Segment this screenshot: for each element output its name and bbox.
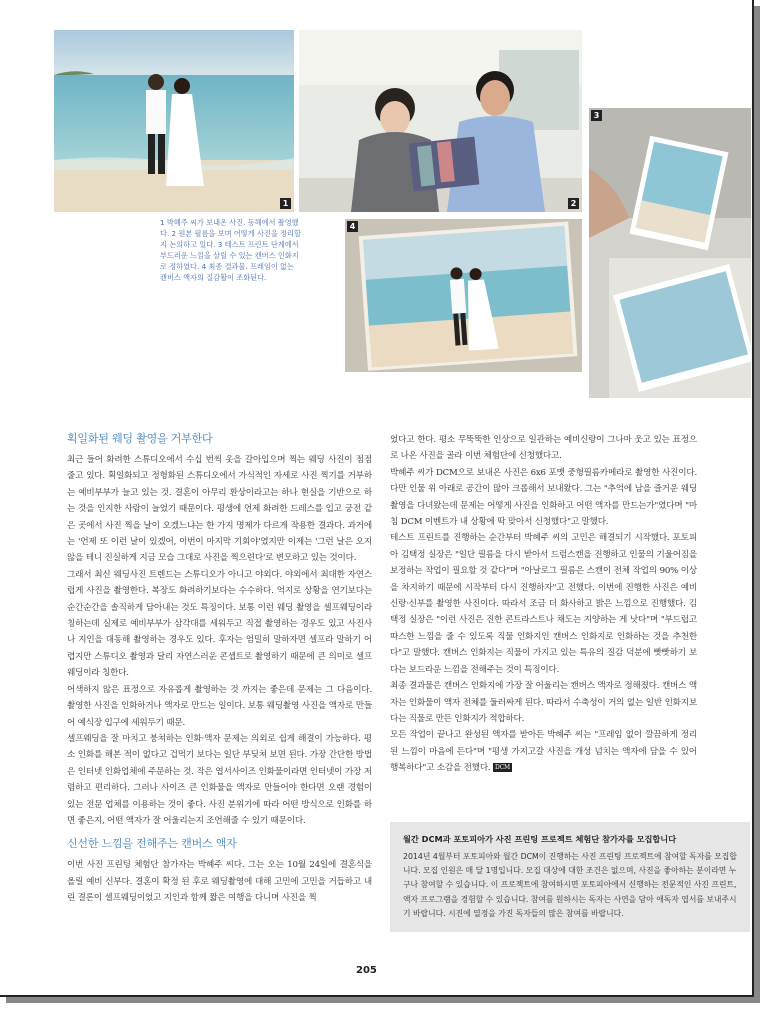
body-paragraph: 최근 들어 화려한 스튜디오에서 수십 번씩 옷을 갈아입으며 찍는 웨딩 사진이 점점 줄고 있다. 획일화되고 정형화된 스튜디오에서 가식적인 자세로 사진 찍기를 거부하는 예비부부가 늘고 있는 것. 결혼이 아무리 환상이라고는 하나 현실을 기반으로 하는 것을 인지한 사람이 늘었기 때문이다. 평생에 언제 화려한 드레스를 입고 궁전 같은 곳에서 사진 찍을 날이 오겠느냐는 한 가지 명제가 다르게 작용한 결과다. 과거에는 '언제 또 이런 날이 있겠어, 이번이 마지막 기회야'였지만 이제는 '그런 날은 오지 않을 테니 진실하게 지금 모습 그대로 사진을 찍으련다'로 변모하고 있는 것이다.	[67, 455, 372, 564]
consultation-image	[299, 30, 582, 212]
body-paragraph: 박혜주 씨가 DCM으로 보내온 사진은 6x6 포맷 중형필름카메라로 촬영한 사진이다. 다만 인물 위 아래로 공간이 많아 크롭해서 보내왔다. 그는 "추억에 남을 즐거운 웨딩촬영을 다녀왔는데 문제는 어떻게 사진을 인화하고 어떤 액자를 만드는가"였다며 "마침 DCM 이벤트가 내 상황에 딱 맞아서 신청했다"고 말했다.	[390, 467, 697, 528]
photo-4-canvas-final	[345, 219, 582, 372]
infobox-body: 2014년 4월부터 포토피아와 월간 DCM이 진행하는 사진 프린팅 프로젝트에 참여할 독자를 모집합니다. 모집 인원은 매 달 1명입니다. 모집 대상에 대한 조건은 없으며, 사진을 좋아하는 분이라면 누구나 참여할 수 있습니다. 이 프로젝트에 참여하시면 포토피아에서 신행하는 전문적인 사진 프린트, 액자 프로그램을 경험할 수 있습니다. 참여를 원하시는 독자는 사연을 담아 애독자 엽서를 보내주시기 바랍니다. 시진에 열정을 가진 독자들의 많은 참여를 바랍니다.	[403, 852, 737, 918]
left-column	[67, 432, 372, 907]
photo-1-beach-couple	[54, 30, 294, 212]
body-paragraph: 테스트 프린트를 진행하는 순간부터 박혜주 씨의 고민은 해결되기 시작했다. 포토피아 김택정 실장은 "일단 필름을 다시 받아서 드럼스캔을 진행하고 인물의 기울어짐을 보정하는 작업이 필요할 것 같다"며 "아날로그 필름은 스캔이 전체 작업의 90% 이상을 차지하기 때문에 시작부터 다시 진행하자"고 전했다. 이번에 진행한 사진은 예비 신랑·신부를 촬영한 사진이다. 따라서 조금 더 화사하고 밝은 느낌으로 진행했다. 김택정 실장은 "이런 사진은 진한 콘트라스트나 채도는 지양하는 게 낫다"며 "부드럽고 따스한 느낌을 줄 수 있도록 직물 인화지인 캔버스 인화지로 인화하는 것을 추천한다"고 말했다. 캔버스 인화지는 직물이 가지고 있는 특유의 질감 덕분에 빳빳하기 보다는 보드라운 느낌을 전해주는 것이 특징이다.	[390, 533, 697, 675]
photo-number: 2	[568, 198, 579, 209]
body-paragraph: 어색하지 않은 표정으로 자유롭게 촬영하는 것 까지는 좋은데 문제는 그 다음이다. 촬영한 사진을 인화하거나 액자로 만드는 일이다. 보통 웨딩촬영 사진을 액자로 만들어 예식장 입구에 세워두기 때문.	[67, 684, 372, 728]
section-heading: 신선한 느낌을 전해주는 캔버스 액자	[67, 837, 237, 851]
test-print-image	[589, 108, 751, 398]
page-number: 205	[356, 965, 377, 976]
beach-couple-image	[54, 30, 294, 212]
photo-3-test-print	[589, 108, 751, 398]
photo-2-consultation	[299, 30, 582, 212]
body-paragraph: 최종 결과물은 캔버스 인화지에 가장 잘 어울리는 캔버스 액자로 정해졌다. 캔버스 액자는 인화물이 액자 전체를 둘러싸게 된다. 따라서 수축성이 거의 없는 일반 인화지보다는 직물로 만든 인화지가 적합하다.	[390, 681, 697, 724]
body-paragraph: 셀프웨딩을 잘 마치고 붕쳐하는 인화·액자 문제는 의외로 쉽게 해결이 가능하다. 평소 인화를 해본 적이 없다고 겁먹기 보다는 일단 부딪쳐 보면 된다. 가장 간단한 방법은 인터넷 인화업체에 주문하는 것. 작은 엽서사이즈 인화물이라면 인터넷이 가장 저렴하고 편리하다. 그러나 사이즈 큰 인화물을 액자로 만들어야 한다면 오랜 경험이 있는 전문 업체를 이용하는 것이 좋다. 사진 분위기에 따라 어떤 방식으로 인화를 하면 좋은지, 어떤 액자가 잘 어울리는지 조언해줄 수 있기 때문이다.	[67, 733, 372, 826]
body-paragraph: 었다고 한다. 평소 무뚝뚝한 인상으로 일관하는 예비신랑이 그나마 웃고 있는 표정으로 나온 사진을 골라 이번 체험단에 신청했다고.	[390, 435, 697, 462]
recruitment-infobox	[390, 822, 750, 932]
photo-number: 1	[280, 198, 291, 209]
section-heading: 획일화된 웨딩 촬영을 거부한다	[67, 432, 213, 445]
end-mark-logo: DCM	[495, 764, 510, 772]
photo-caption: 1 박혜주 씨가 보내온 사진. 동해에서 촬영했다. 2 원본 필름을 보며 어떻게 사진을 정리할지 논의하고 있다. 3 테스트 프린트 단계에서 부드러운 느낌을 살릴 수 있는 캔버스 인화지로 정하였다. 4 최종 결과물. 프레임이 없는 캔버스 액자의 질감활이 조화된다.	[160, 218, 301, 282]
photo-number: 4	[347, 221, 358, 232]
right-column	[390, 432, 697, 777]
body-paragraph	[390, 727, 697, 776]
closing-paragraph: 모든 작업이 끝나고 완성된 액자를 받아든 박혜주 씨는 "프레임 없이 깔끔하게 정리된 느낌이 마음에 든다"며 "평생 가지고갈 사진을 개성 넘치는 액자에 담을 수 있어 행복하다"고 소감을 전했다.	[390, 730, 697, 774]
photo-number: 3	[591, 110, 602, 121]
infobox-title: 월간 DCM과 포토피아가 사진 프린팅 프로젝트 체험단 참가자를 모집합니다	[403, 834, 677, 844]
body-paragraph: 그래서 최신 웨딩사진 트렌드는 스튜디오가 아니고 야외다. 야외에서 최대한 자연스럽게 사진을 촬영한다. 복장도 화려하기보다는 수수하다. 억지로 상황을 연기보다는 순간순간을 솔직하게 담아내는 것도 특징이다. 보통 이런 웨딩 촬영을 셀프웨딩이라 칭하는데 실제로 예비부부가 삼각대를 세워두고 직접 촬영하는 경우도 있고 사진사나 지인을 대동해 촬영하는 경우도 있다. 후자는 엄밀히 말하자면 셀프라 말하기 어렵지만 스튜디오 촬영과 달리 자연스러운 콘셉트로 촬영하기 때문에 큰 의미로 셀프웨딩이라 칭한다.	[67, 569, 372, 679]
body-paragraph: 이번 사진 프린팅 체험단 참가자는 박혜주 씨다. 그는 오는 10월 24일에 결혼식을 올릴 예비 신부다. 결혼이 확정 된 후로 웨딩촬영에 대해 고민에 고민을 거듭하고 내린 결론이 셀프웨딩이었고 지인과 함께 짧은 여행을 다니며 사진을 찍	[67, 860, 372, 904]
canvas-final-image	[345, 219, 582, 372]
